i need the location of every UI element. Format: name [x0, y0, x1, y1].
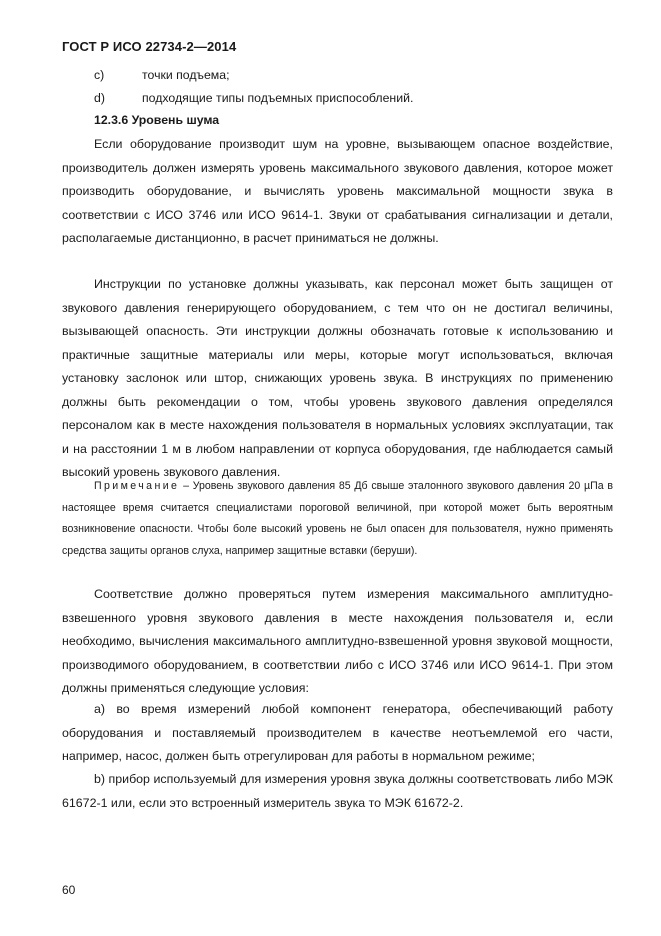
list-item-d: [94, 91, 413, 105]
paragraph-noise-measurement: Если оборудование производит шум на уровне, вызывающем опасное воздействие, производитель должен измерять уровень максимального звукового давления, которое может производить оборудование, и вычислять уровень максимальной мощности звука в соответствии с ИСО 3746 или ИСО 9614-1. Звуки от срабатывания сигнализации и детали, располагаемые дистанционно, в расчет приниматься не должны.: [62, 137, 613, 245]
page-number: 60: [62, 883, 76, 897]
standard-header: ГОСТ Р ИСО 22734-2—2014: [62, 39, 237, 54]
paragraph-installation-instructions: Инструкции по установке должны указывать, как персонал может быть защищен от звукового давления генерирующего оборудованием, с тем что он не достигал величины, вызывающей опасность. Эти инструкции должны обозначать готовые к использованию и практичные защитные материалы или меры, которые могут использоваться, включая установку заслонок или штор, снижающих уровень звука. В инструкциях по применению должны быть рекомендации о том, чтобы уровень звукового давления определялся персоналом как в месте нахождения пользователя в нормальных условиях эксплуатации, так и на расстоянии 1 м в любом направлении от корпуса оборудования, где наблюдается самый высокий уровень звукового давления.: [62, 277, 613, 479]
section-title: 12.3.6 Уровень шума: [94, 113, 220, 127]
list-text: подходящие типы подъемных приспособлений.: [142, 91, 414, 105]
list-marker: d): [94, 91, 105, 105]
note-label: Примечание: [94, 480, 180, 492]
paragraph-condition-a: а) во время измерений любой компонент генератора, обеспечивающий работу оборудования и поставляемый производителем в качестве неотъемлемой его части, например, насос, должен быть отрегулирован для работы в нормальном режиме;: [62, 702, 613, 763]
note-block: [62, 476, 613, 562]
paragraph-condition-b: b) прибор используемый для измерения уровня звука должны соответствовать либо МЭК 61672-1 или, если это встроенный измеритель звука то МЭК 61672-2.: [62, 772, 613, 810]
paragraph-compliance: Соответствие должно проверяться путем измерения максимального амплитудно-взвешенного уровня звукового давления в месте нахождения пользователя и, если необходимо, вычисления максимального амплитудно-взвешенной уровня звуковой мощности, производимого оборудованием, в соответствии либо с ИСО 3746 или ИСО 9614-1. При этом должны применяться следующие условия:: [62, 587, 613, 695]
list-item-c: [94, 68, 230, 82]
note-text: – Уровень звукового давления 85 Дб свыше эталонного звукового давления 20 µПа в настоящее время считается специалистами пороговой величиной, при которой может быть вероятным возникновение опасности. Чтобы боле высокий уровень не был опасен для пользователя, нужно применять средства защиты органов слуха, например защитные вставки (беруши).: [62, 480, 613, 557]
list-text: точки подъема;: [142, 68, 230, 82]
list-marker: c): [94, 68, 105, 82]
